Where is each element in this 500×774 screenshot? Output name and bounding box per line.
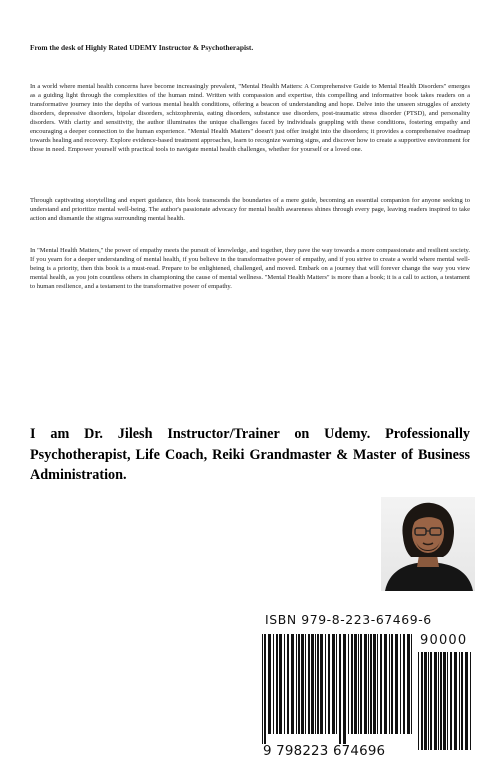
- barcode-bar: [368, 634, 369, 734]
- barcode-bar: [268, 634, 271, 734]
- barcode-bar: [450, 652, 452, 750]
- barcode-bar: [470, 652, 471, 750]
- barcode-bar: [339, 634, 341, 744]
- barcode-bar: [428, 652, 429, 750]
- barcode-bar: [308, 634, 310, 734]
- barcode-bar: [354, 634, 357, 734]
- ean-barcode-icon: [262, 634, 414, 744]
- description-paragraph-3: In "Mental Health Matters," the power of empathy meets the pursuit of knowledge, and together, they pave the way towards a more compassionate and resilient society. If you yearn for a deeper understanding of mental health, if you believe in the transformative power of empathy, and if you strive to create a world where mental well-being is a priority, then this book is a must-read. Prepare to be enlightened, challenged, and moved. Embark on a journey that will forever change the way you view mental health, as you join countless others in championing the cause of mental wellness. "Mental Health Matters" is more than a book; it is a call to action, a testament to human resilience, and a testament to the transformative power of empathy.: [30, 247, 470, 291]
- barcode-bar: [325, 634, 326, 734]
- barcode-bar: [296, 634, 297, 734]
- barcode-bar: [332, 634, 335, 734]
- description-paragraph-1: In a world where mental health concerns have become increasingly prevalent, "Mental Health Matters: A Comprehensive Guide to Mental Health Disorders" emerges as a guiding light through the complexities of the human mind. Written with compassion and expertise, this compelling and informative book takes readers on a transformative journey into the depths of various mental health conditions, offering a beacon of understanding and hope. Delve into the unseen struggles of anxiety disorders, depressive disorders, bipolar disorders, schizophrenia, eating disorders, substance use disorders, post-traumatic stress disorder (PTSD), and personality disorders. With clarity and sensitivity, the author illuminates the unique challenges faced by individuals grappling with these conditions, fostering empathy and encouraging a deeper connection to the human experience. "Mental Health Matters" doesn't just offer insight into the disorders; it provides a comprehensive roadmap towards healing and recovery. Explore evidence-based treatment approaches, learn to recognize warning signs, and discover how to create a supportive environment for those in need. Empower yourself with practical tools to navigate mental health challenges, whether for yourself or a loved one.: [30, 83, 470, 154]
- barcode-bar: [315, 634, 316, 734]
- barcode-bar: [430, 652, 432, 750]
- barcode-bar: [407, 634, 410, 734]
- barcode-bar: [418, 652, 419, 750]
- barcode-bar: [400, 634, 401, 734]
- barcode-bar: [298, 634, 300, 734]
- barcode-bar: [384, 634, 387, 734]
- barcode-bar: [403, 634, 405, 734]
- barcode-bar: [343, 634, 346, 744]
- cover-header: From the desk of Highly Rated UDEMY Instructor & Psychotherapist.: [30, 43, 254, 52]
- barcode-bar: [287, 634, 289, 734]
- description-paragraph-2: Through captivating storytelling and expert guidance, this book transcends the boundaries of a mere guide, becoming an essential companion for anyone seeking to understand and prioritize mental well-being. The author's passionate advocacy for mental health awareness shines through every page, leaving readers inspired to take action and dismantle the stigma surrounding mental health.: [30, 197, 470, 223]
- barcode-bar: [264, 634, 266, 744]
- barcode-bar: [370, 634, 372, 734]
- barcode-bar: [311, 634, 314, 734]
- barcode-bar: [273, 634, 274, 734]
- barcode-bar: [461, 652, 463, 750]
- barcode-bar: [447, 652, 448, 750]
- barcode-bar: [389, 634, 390, 734]
- barcode-bar: [373, 634, 376, 734]
- barcode-bar: [276, 634, 278, 734]
- barcode-bar: [291, 634, 294, 734]
- barcode-bar: [459, 652, 460, 750]
- barcode-bar: [421, 652, 423, 750]
- barcode-bar: [395, 634, 398, 734]
- barcode-bar: [348, 634, 349, 734]
- barcode-bar: [351, 634, 353, 734]
- barcode-bar: [454, 652, 457, 750]
- barcode-bar: [360, 634, 362, 734]
- barcode-bar: [465, 652, 468, 750]
- barcode-bar: [364, 634, 367, 734]
- barcode-bar: [320, 634, 323, 734]
- barcode-bar: [358, 634, 359, 734]
- barcode-bar: [305, 634, 306, 734]
- barcode-bar: [377, 634, 378, 734]
- barcode-bar: [336, 634, 337, 734]
- isbn-label: ISBN 979-8-223-67469-6: [265, 612, 432, 627]
- barcode-bar: [434, 652, 437, 750]
- barcode-bar: [440, 652, 442, 750]
- barcode-bar: [279, 634, 282, 734]
- barcode-bar: [438, 652, 439, 750]
- author-portrait-icon: [381, 497, 475, 591]
- barcode-bar: [391, 634, 393, 734]
- barcode-bar: [411, 634, 412, 734]
- barcode-bar: [443, 652, 446, 750]
- barcode-bar: [262, 634, 263, 744]
- addon-barcode-icon: [418, 652, 473, 760]
- barcode-bar: [301, 634, 304, 734]
- barcode-bar: [328, 634, 330, 734]
- author-bio: I am Dr. Jilesh Instructor/Trainer on Udemy. Professionally Psychotherapist, Life Coach, Reiki Grandmaster & Master of Business Administration.: [30, 426, 470, 483]
- barcode-bar: [317, 634, 319, 734]
- barcode-bar: [424, 652, 427, 750]
- barcode-bar: [284, 634, 285, 734]
- barcode-bar: [380, 634, 382, 734]
- ean-digits: 9 798223 674696: [263, 744, 413, 759]
- barcode-addon-digits: 90000: [420, 633, 468, 648]
